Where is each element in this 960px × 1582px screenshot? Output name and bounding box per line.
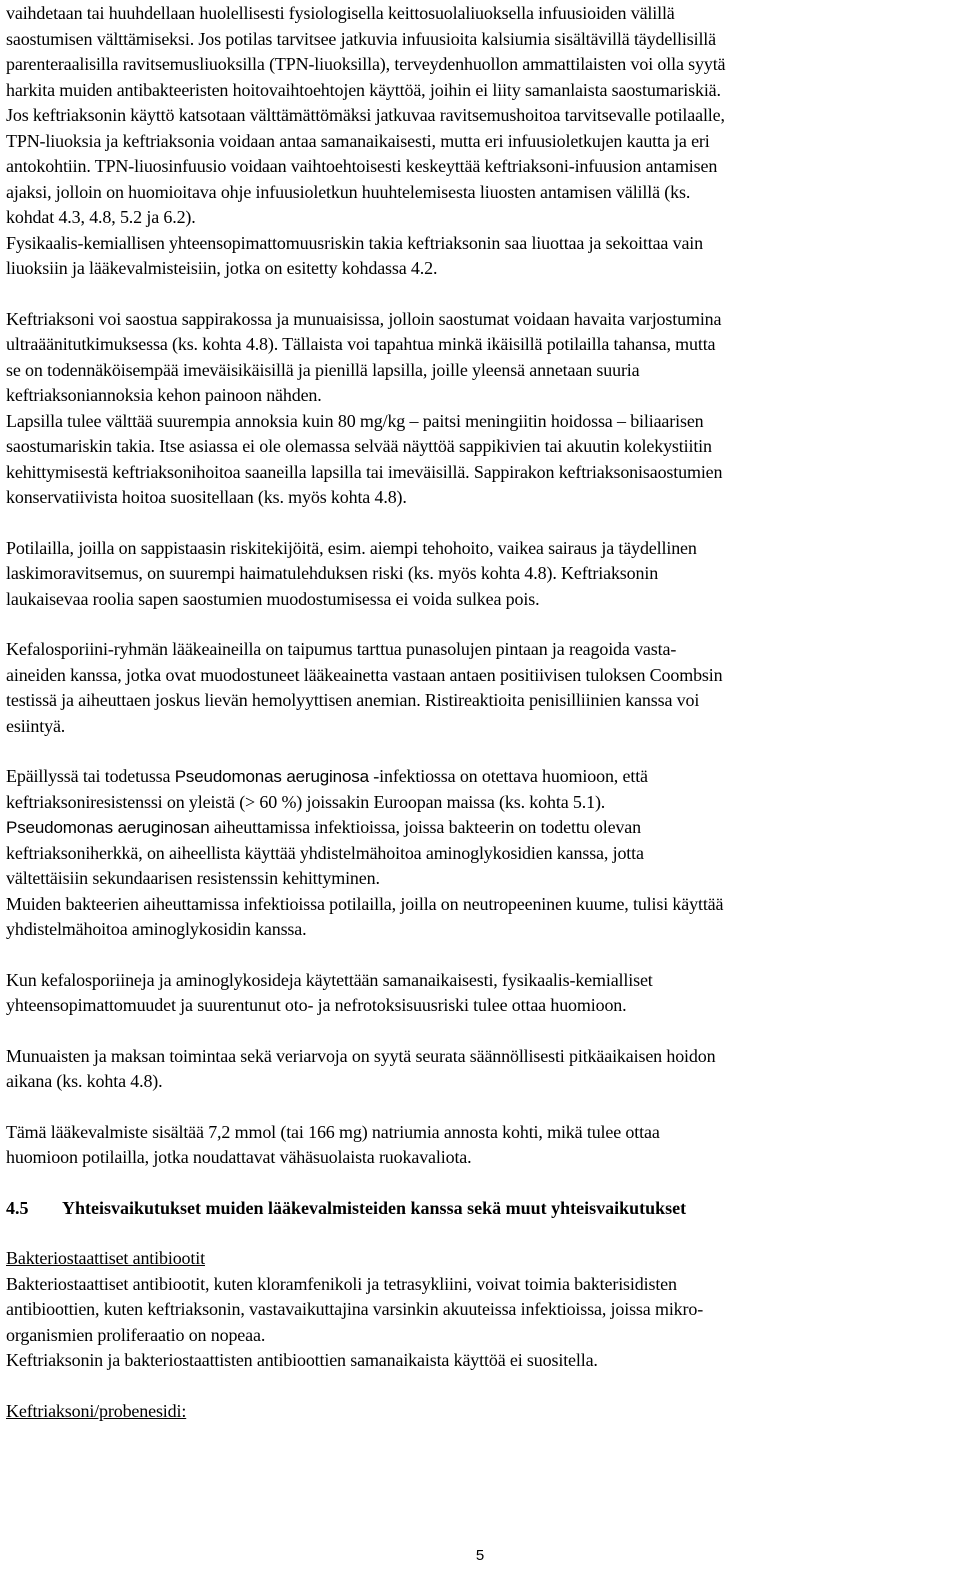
text-line: Keftriaksoni voi saostua sappirakossa ja munuaisissa, jolloin saostumat voidaan havaita varjostumina bbox=[6, 308, 722, 329]
paragraph-pseudomonas bbox=[6, 764, 954, 892]
text-line: laskimoravitsemus, on suurempi haimatulehduksen riski (ks. myös kohta 4.8). Keftriaksonin bbox=[6, 563, 659, 583]
text-line: parenteraalisilla ravitsemusliuoksilla (TPN-liuoksilla), terveydenhuollon ammattilaisten voi olla syytä bbox=[6, 54, 726, 74]
text-line: aineiden kanssa, jotka ovat muodostuneet lääkeainetta vastaan antaen positiivisen tuloksen Coombsin bbox=[6, 664, 723, 685]
paragraph-hemolytic-anemia bbox=[6, 637, 954, 739]
paragraph-neutropenic-fever bbox=[6, 892, 954, 943]
organism-name: Pseudomonas aeruginosan bbox=[6, 818, 210, 837]
text-line: esiintyä. bbox=[6, 715, 66, 736]
document-page bbox=[6, 1, 954, 1424]
text-line: Fysikaalis-kemiallisen yhteensopimattomuusriskin takia keftriaksonin saa liuottaa ja sekoittaa vain bbox=[6, 232, 703, 253]
text-line: vaihdetaan tai huuhdellaan huolellisesti fysiologisella keittosuolaliuoksella infuusioiden välillä bbox=[6, 3, 675, 23]
text-line: se on todennäköisempää imeväisikäisillä ja pienillä lapsilla, joille yleensä annetaan suuria bbox=[6, 359, 640, 380]
paragraph-pancreatitis-risk bbox=[6, 536, 954, 613]
text-line: testissä ja aiheuttaen joskus lievän hemolyyttisen anemian. Ristireaktioita penisilliinien kanssa voi bbox=[6, 690, 700, 710]
subsection-probenecid bbox=[6, 1399, 954, 1425]
subsection-title: Bakteriostaattiset antibiootit bbox=[6, 1248, 205, 1268]
page-number: 5 bbox=[475, 1547, 485, 1564]
text-line: liuoksiin ja lääkevalmisteisiin, jotka on esitetty kohdassa 4.2. bbox=[6, 258, 438, 278]
text-line: keftriaksoniresistenssi on yleistä (> 60 %) joissakin Euroopan maissa (ks. kohta 5.1). bbox=[6, 791, 606, 812]
text-line: harkita muiden antibakteeristen hoitovaihtoehtojen käyttöä, joihin ei liity samanlaista saostumariskiä. bbox=[6, 79, 721, 100]
text-line: kehittymisestä keftriaksonihoitoa saaneilla lapsilla tai imeväisillä. Sappirakon keftriaksonisaostumien bbox=[6, 461, 723, 482]
text-line: Lapsilla tulee välttää suurempia annoksia kuin 80 mg/kg – paitsi meningiitin hoidossa – biliaarisen bbox=[6, 410, 704, 431]
text-line: organismien proliferaatio on nopeaa. bbox=[6, 1324, 266, 1345]
section-title: Yhteisvaikutukset muiden lääkevalmisteiden kanssa sekä muut yhteisvaikutukset bbox=[62, 1197, 687, 1218]
paragraph-monitoring bbox=[6, 1044, 954, 1095]
paragraph-physicochemical-incompatibility bbox=[6, 231, 954, 282]
organism-name: Pseudomonas aeruginosa bbox=[174, 767, 369, 786]
text-line: Potilailla, joilla on sappistaasin riskitekijöitä, esim. aiempi tehohoito, vaikea sairaus ja täydellinen bbox=[6, 537, 697, 558]
text-line: saostumisen välttämiseksi. Jos potilas tarvitsee jatkuvia infuusioita kalsiumia sisältävillä täydellisillä bbox=[6, 28, 716, 49]
text-line: Kun kefalosporiineja ja aminoglykosideja käytettään samanaikaisesti, fysikaalis-kemialliset bbox=[6, 969, 653, 990]
section-heading bbox=[6, 1196, 954, 1222]
text-line bbox=[6, 815, 954, 841]
text-line: Tämä lääkevalmiste sisältää 7,2 mmol (tai 166 mg) natriumia annosta kohti, mikä tulee ottaa bbox=[6, 1121, 660, 1142]
text-line: TPN-liuoksia ja keftriaksonia voidaan antaa samanaikaisesti, mutta eri infuusioletkujen kautta ja eri bbox=[6, 130, 710, 151]
subsection-title: Keftriaksoni/probenesidi: bbox=[6, 1400, 187, 1421]
text-line bbox=[6, 764, 954, 790]
text-fragment: -infektiossa on otettava huomioon, että bbox=[368, 766, 648, 786]
text-line: antibioottien, kuten keftriaksonin, vastavaikuttajina varsinkin akuuteissa infektioissa, joissa mikro- bbox=[6, 1299, 704, 1319]
text-line: huomioon potilailla, jotka noudattavat vähäsuolaista ruokavaliota. bbox=[6, 1147, 472, 1167]
subsection-bacteriostatic bbox=[6, 1246, 954, 1374]
text-line: yhdistelmähoitoa aminoglykosidin kanssa. bbox=[6, 919, 307, 939]
text-line: aikana (ks. kohta 4.8). bbox=[6, 1071, 163, 1091]
paragraph-children-dosage bbox=[6, 409, 954, 511]
text-line: keftriaksoniannoksia kehon painoon nähden. bbox=[6, 385, 322, 405]
text-fragment: aiheuttamissa infektioissa, joissa bakteerin on todettu olevan bbox=[209, 817, 641, 837]
text-line: Kefalosporiini-ryhmän lääkeaineilla on taipumus tarttua punasolujen pintaan ja reagoida vasta- bbox=[6, 639, 677, 659]
text-line: konservatiivista hoitoa suositellaan (ks. myös kohta 4.8). bbox=[6, 487, 407, 507]
text-line: ultraäänitutkimuksessa (ks. kohta 4.8). Tällaista voi tapahtua minkä ikäisillä potilailla tahansa, mutta bbox=[6, 334, 716, 354]
text-line: keftriaksoniherkkä, on aiheellista käyttää yhdistelmähoitoa aminoglykosidien kanssa, jotta bbox=[6, 842, 644, 863]
text-line: antokohtiin. TPN-liuosinfuusio voidaan vaihtoehtoisesti keskeyttää keftriaksoni-infuusion antamisen bbox=[6, 156, 718, 176]
text-line: saostumariskin takia. Itse asiassa ei ole olemassa selvää näyttöä sappikivien tai akuutin kolekystiitin bbox=[6, 436, 712, 456]
text-line: Munuaisten ja maksan toimintaa sekä veriarvoja on syytä seurata säännöllisesti pitkäaikaisen hoidon bbox=[6, 1045, 716, 1066]
paragraph-gallbladder-precipitation bbox=[6, 307, 954, 409]
section-number: 4.5 bbox=[6, 1197, 29, 1218]
paragraph-tpn-precipitation bbox=[6, 1, 954, 231]
text-line: yhteensopimattomuudet ja suurentunut oto- ja nefrotoksisuusriski tulee ottaa huomioon. bbox=[6, 995, 627, 1015]
text-line: laukaisevaa roolia sapen saostumien muodostumisessa ei voida sulkea pois. bbox=[6, 588, 540, 609]
paragraph-sodium-content bbox=[6, 1120, 954, 1171]
paragraph-aminoglycosides bbox=[6, 968, 954, 1019]
text-line: kohdat 4.3, 4.8, 5.2 ja 6.2). bbox=[6, 207, 196, 227]
text-fragment: Epäillyssä tai todetussa bbox=[6, 766, 175, 786]
text-line: Keftriaksonin ja bakteriostaattisten antibioottien samanaikaista käyttöä ei suositella. bbox=[6, 1350, 598, 1370]
text-line: vältettäisiin sekundaarisen resistenssin kehittyminen. bbox=[6, 868, 380, 888]
text-line: Bakteriostaattiset antibiootit, kuten kloramfenikoli ja tetrasykliini, voivat toimia bakterisidisten bbox=[6, 1273, 677, 1294]
text-line: ajaksi, jolloin on huomioitava ohje infuusioletkun huuhtelemisesta liuosten antamisen välillä (ks. bbox=[6, 181, 691, 202]
text-line: Jos keftriaksonin käyttö katsotaan välttämättömäksi jatkuvaa ravitsemushoitoa tarvitsevalle potilaalle, bbox=[6, 105, 725, 125]
text-line: Muiden bakteerien aiheuttamissa infektioissa potilailla, joilla on neutropeeninen kuume, tulisi käyttää bbox=[6, 893, 724, 914]
